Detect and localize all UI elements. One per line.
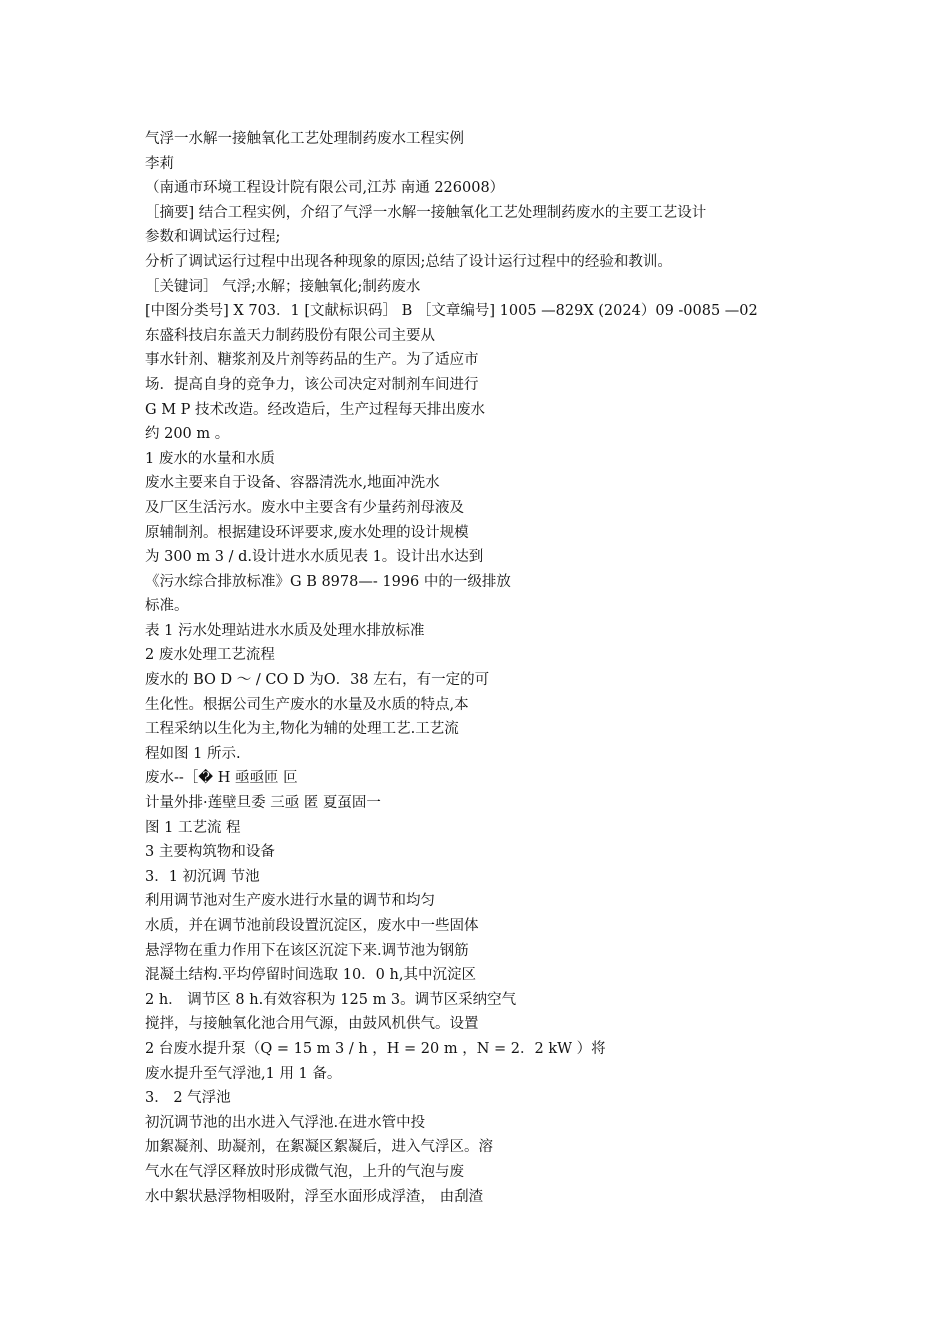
keywords-line: ［关键词］ 气浮;水解；接触氧化;制药废水 [145, 278, 421, 295]
body-text-line: 利用调节池对生产废水进行水量的调节和均匀 [145, 893, 435, 910]
body-text-line: 2 h． 调节区 8 h.有效容积为 125 m 3。调节区采纳空气 [145, 991, 517, 1008]
abstract-line: ［摘要] 结合工程实例，介绍了气浮一水解一接触氧化工艺处理制药废水的主要工艺设计 [145, 204, 707, 221]
body-text-line: 废水主要来自于设备、容器清洗水,地面冲洗水 [145, 475, 440, 492]
body-text-line: G M P 技术改造。经改造后，生产过程每天排出废水 [145, 401, 486, 418]
classification-line: [中图分类号] X 703．1 [文献标识码］ B ［文章编号] 1005 —829X (2024）09 -0085 —02 [145, 303, 758, 320]
body-text-line: 程如图 1 所示. [145, 745, 241, 762]
body-text-line: 废水提升至气浮池,1 用 1 备。 [145, 1065, 342, 1082]
body-text-line: 加絮凝剂、助凝剂，在絮凝区絮凝后，进入气浮区。溶 [145, 1139, 493, 1156]
section-heading: 3 主要构筑物和设备 [145, 844, 275, 861]
body-text-line: 气水在气浮区释放时形成微气泡，上升的气泡与废 [145, 1163, 464, 1180]
body-text-line: 原辅制剂。根据建设环评要求,废水处理的设计规模 [145, 524, 469, 541]
subsection-heading: 3． 2 气浮池 [145, 1090, 231, 1107]
table-caption: 表 1 污水处理站进水水质及处理水排放标准 [145, 622, 425, 639]
body-text-line: 场．提高自身的竞争力，该公司决定对制剂车间进行 [145, 376, 479, 393]
body-text-line: 混凝土结构.平均停留时间选取 10．0 h,其中沉淀区 [145, 967, 476, 984]
author-name: 李莉 [145, 155, 174, 172]
body-text-line: 标准。 [145, 598, 189, 615]
body-text-line: 为 300 m 3 / d.设计进水水质见表 1。设计出水达到 [145, 549, 484, 566]
body-text-line: 初沉调节池的出水进入气浮池.在进水管中投 [145, 1114, 426, 1131]
body-text-line: 东盛科技启东盖天力制药股份有限公司主要从 [145, 327, 435, 344]
body-text-line: 悬浮物在重力作用下在该区沉淀下来.调节池为钢筋 [145, 942, 469, 959]
flow-diagram-text: 废水--［� H 亟亟匝 叵 [145, 770, 298, 787]
document-body [145, 127, 835, 1209]
figure-caption: 图 1 工艺流 程 [145, 819, 241, 836]
body-text-line: 水中絮状悬浮物相吸附，浮至水面形成浮渣， 由刮渣 [145, 1188, 484, 1205]
body-text-line: 约 200 m 。 [145, 426, 230, 443]
article-title: 气浮一水解一接触氧化工艺处理制药废水工程实例 [145, 131, 464, 147]
body-text-line: 2 台废水提升泵（Q = 15 m 3 / h ，H = 20 m ，N = 2．2 kW ）将 [145, 1040, 606, 1057]
body-text-line: 生化性。根据公司生产废水的水量及水质的特点,本 [145, 696, 469, 713]
body-text-line: 及厂区生活污水。废水中主要含有少量药剂母液及 [145, 499, 464, 516]
author-affiliation: （南通市环境工程设计院有限公司,江苏 南通 226008） [145, 180, 505, 197]
body-text-line: 水质，并在调节池前段设置沉淀区，废水中一些固体 [145, 918, 479, 934]
section-heading: 2 废水处理工艺流程 [145, 647, 275, 664]
subsection-heading: 3．1 初沉调 节池 [145, 868, 260, 885]
body-text-line: 废水的 BO D ～ / CO D 为O．38 左右，有一定的可 [145, 672, 490, 689]
abstract-line: 参数和调试运行过程; [145, 229, 281, 246]
section-heading: 1 废水的水量和水质 [145, 450, 275, 467]
flow-diagram-text: 计量外排·莲壁旦委 三亟 匿 夏虿固一 [145, 795, 381, 812]
body-text-line: 工程采纳以生化为主,物化为辅的处理工艺.工艺流 [145, 721, 459, 738]
body-text-line: 事水针剂、糖浆剂及片剂等药品的生产。为了适应市 [145, 352, 479, 369]
abstract-line: 分析了调试运行过程中出现各种现象的原因;总结了设计运行过程中的经验和教训。 [145, 253, 672, 270]
body-text-line: 《污水综合排放标准》G B 8978—- 1996 中的一级排放 [145, 573, 511, 590]
body-text-line: 搅拌，与接触氧化池合用气源，由鼓风机供气。设置 [145, 1016, 479, 1033]
